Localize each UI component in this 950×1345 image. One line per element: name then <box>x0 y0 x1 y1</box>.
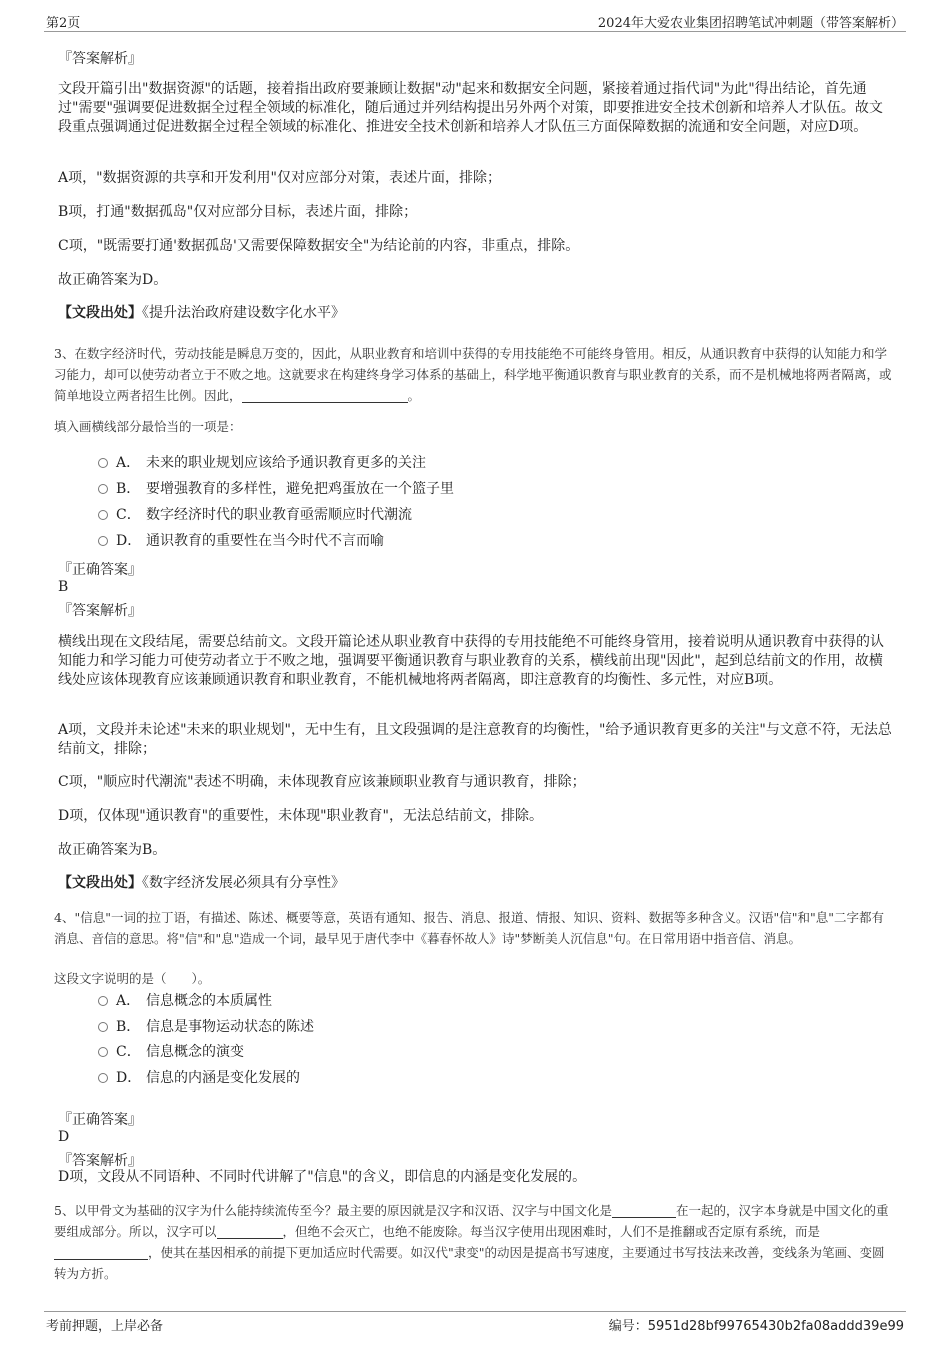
q4-prompt: 这段文字说明的是（ ）。 <box>54 971 211 986</box>
option-key: A． <box>116 455 141 471</box>
option-key: C． <box>116 507 141 523</box>
q3-analysis-text: 横线出现在文段结尾，需要总结前文。文段开篇论述从职业教育中获得的专用技能绝不可能终身管用，接着说明从通识教育中获得的认知能力和学习能力可使劳动者立于不败之地，强调要平衡通识教育与职业教育的关系，横线前出现"因此"，起到总结前文的作用，故横线处应该体现教育应该兼顾通识教育和职业教育，不能机械地将两者隔离，即注意教育的均衡性、多元性，对应B项。 <box>58 634 884 688</box>
document-title: 2024年大爱农业集团招聘笔试冲刺题（带答案解析） <box>597 16 904 31</box>
radio-icon[interactable] <box>98 536 108 546</box>
q5-blank-3 <box>54 1246 148 1260</box>
radio-icon[interactable] <box>98 996 108 1006</box>
option-key: B． <box>116 481 141 497</box>
option-text: 信息概念的演变 <box>146 1044 244 1060</box>
option-text: 通识教育的重要性在当今时代不言而喻 <box>146 533 384 549</box>
q4-option-d[interactable] <box>98 1067 300 1087</box>
option-key: D． <box>116 533 142 549</box>
radio-icon[interactable] <box>98 458 108 468</box>
q2-option-a-note: A项，"数据资源的共享和开发利用"仅对应部分对策，表述片面，排除； <box>58 170 501 186</box>
radio-icon[interactable] <box>98 484 108 494</box>
page-number: 第2页 <box>46 16 81 31</box>
q4-option-a[interactable] <box>98 990 272 1010</box>
option-key: D． <box>116 1070 142 1086</box>
option-text: 未来的职业规划应该给予通识教育更多的关注 <box>146 455 426 471</box>
q5-blank-2 <box>217 1225 283 1239</box>
option-key: A． <box>116 993 141 1009</box>
q4-analysis-text: D项，文段从不同语种、不同时代讲解了"信息"的含义，即信息的内涵是变化发展的。 <box>58 1169 587 1185</box>
q3-option-d-note: D项，仅体现"通识教育"的重要性，未体现"职业教育"，无法总结前文，排除。 <box>58 808 543 824</box>
q2-source-title: 《提升法治政府建设数字化水平》 <box>142 305 345 321</box>
q4-stem: 4、"信息"一词的拉丁语，有描述、陈述、概要等意，英语有通知、报告、消息、报道、情报、知识、资料、数据等多种含义。汉语"信"和"息"二字都有消息、音信的意思。将"信"和"息"造成一个词，最早见于唐代李中《暮春怀故人》诗"梦断美人沉信息"句。在日常用语中指音信、消息。 <box>54 910 884 946</box>
q2-source-label: 【文段出处】 <box>58 305 142 321</box>
q5-blank-1 <box>612 1204 676 1218</box>
q4-analysis-label: 『答案解析』 <box>58 1153 142 1169</box>
q5-part1: 5、以甲骨文为基础的汉字为什么能持续流传至今？最主要的原因就是汉字和汉语、汉字与中国文化是 <box>54 1203 612 1218</box>
q3-stem <box>54 343 896 406</box>
q3-blank <box>242 389 408 403</box>
option-text: 信息的内涵是变化发展的 <box>146 1070 300 1086</box>
radio-icon[interactable] <box>98 510 108 520</box>
q3-prompt: 填入画横线部分最恰当的一项是： <box>54 419 242 434</box>
q3-answer-label: 『正确答案』 <box>58 562 142 578</box>
q3-conclusion: 故正确答案为B。 <box>58 842 167 858</box>
q2-source <box>58 304 894 323</box>
q2-analysis-text: 文段开篇引出"数据资源"的话题，接着指出政府要兼顾让数据"动"起来和数据安全问题，紧接着通过指代词"为此"得出结论，首先通过"需要"强调要促进数据全过程全领域的标准化，随后通过并列结构提出另外两个对策，即要推进安全技术创新和培养人才队伍。故文段重点强调通过促进数据全过程全领域的标准化、推进安全技术创新和培养人才队伍三方面保障数据的流通和安全问题，对应D项。 <box>58 81 883 135</box>
q3-option-a-note: A项，文段并未论述"未来的职业规划"，无中生有，且文段强调的是注意教育的均衡性，"给予通识教育更多的关注"与文意不符，无法总结前文，排除； <box>58 722 892 757</box>
q3-option-c[interactable] <box>98 504 412 524</box>
option-text: 信息概念的本质属性 <box>146 993 272 1009</box>
q5-part4: ，使其在基因相承的前提下更加适应时代需要。如汉代"隶变"的动因是提高书写速度，主要通过书写技法来改善，变线条为笔画、变圆转为方折。 <box>54 1245 885 1281</box>
q3-source-title: 《数字经济发展必须具有分享性》 <box>142 875 345 891</box>
document-code <box>609 1315 904 1334</box>
q2-conclusion: 故正确答案为D。 <box>58 272 168 288</box>
option-key: B． <box>116 1019 141 1035</box>
q3-stem-text: 3、在数字经济时代，劳动技能是瞬息万变的，因此，从职业教育和培训中获得的专用技能绝不可能终身管用。相反，从通识教育中获得的认知能力和学习能力，却可以使劳动者立于不败之地。这就要求在构建终身学习体系的基础上，科学地平衡通识教育与职业教育的关系，而不是机械地将两者隔离，或简单地设立两者招生比例。因此， <box>54 346 892 403</box>
radio-icon[interactable] <box>98 1022 108 1032</box>
q3-option-d[interactable] <box>98 530 384 550</box>
q3-stem-end: 。 <box>407 388 421 403</box>
q4-answer-label: 『正确答案』 <box>58 1112 142 1128</box>
q3-answer: B <box>58 579 69 595</box>
page-footer <box>44 1311 906 1333</box>
q3-source-label: 【文段出处】 <box>58 875 142 891</box>
q2-analysis-label: 『答案解析』 <box>58 51 142 67</box>
option-text: 信息是事物运动状态的陈述 <box>146 1019 314 1035</box>
radio-icon[interactable] <box>98 1073 108 1083</box>
q3-option-a[interactable] <box>98 452 426 472</box>
code-value: 5951d28bf99765430b2fa08addd39e99 <box>647 1319 904 1334</box>
radio-icon[interactable] <box>98 1047 108 1057</box>
footer-slogan: 考前押题，上岸必备 <box>46 1319 164 1334</box>
q3-source <box>58 874 894 893</box>
q4-option-b[interactable] <box>98 1016 314 1036</box>
q5-stem <box>54 1200 896 1284</box>
option-text: 要增强教育的多样性，避免把鸡蛋放在一个篮子里 <box>146 481 454 497</box>
q3-analysis-label: 『答案解析』 <box>58 603 142 619</box>
q2-option-b-note: B项，打通"数据孤岛"仅对应部分目标，表述片面，排除； <box>58 204 418 220</box>
q2-option-c-note: C项，"既需要打通'数据孤岛'又需要保障数据安全"为结论前的内容，非重点，排除。 <box>58 238 580 254</box>
q3-option-b[interactable] <box>98 478 454 498</box>
code-label: 编号： <box>608 1319 648 1334</box>
q5-part2: 在一起的，汉字本身就是中国文化的重要组成部分。所以，汉字可以 <box>54 1203 889 1239</box>
q4-answer: D <box>58 1129 70 1145</box>
q5-part3: ，但绝不会灭亡，也绝不能废除。每当汉字使用出现困难时，人们不是推翻或否定原有系统，而是 <box>282 1224 821 1239</box>
option-key: C． <box>116 1044 141 1060</box>
q3-option-c-note: C项，"顺应时代潮流"表述不明确，未体现教育应该兼顾职业教育与通识教育，排除； <box>58 774 586 790</box>
option-text: 数字经济时代的职业教育亟需顺应时代潮流 <box>146 507 412 523</box>
q4-option-c[interactable] <box>98 1041 244 1061</box>
page-header <box>44 12 906 32</box>
